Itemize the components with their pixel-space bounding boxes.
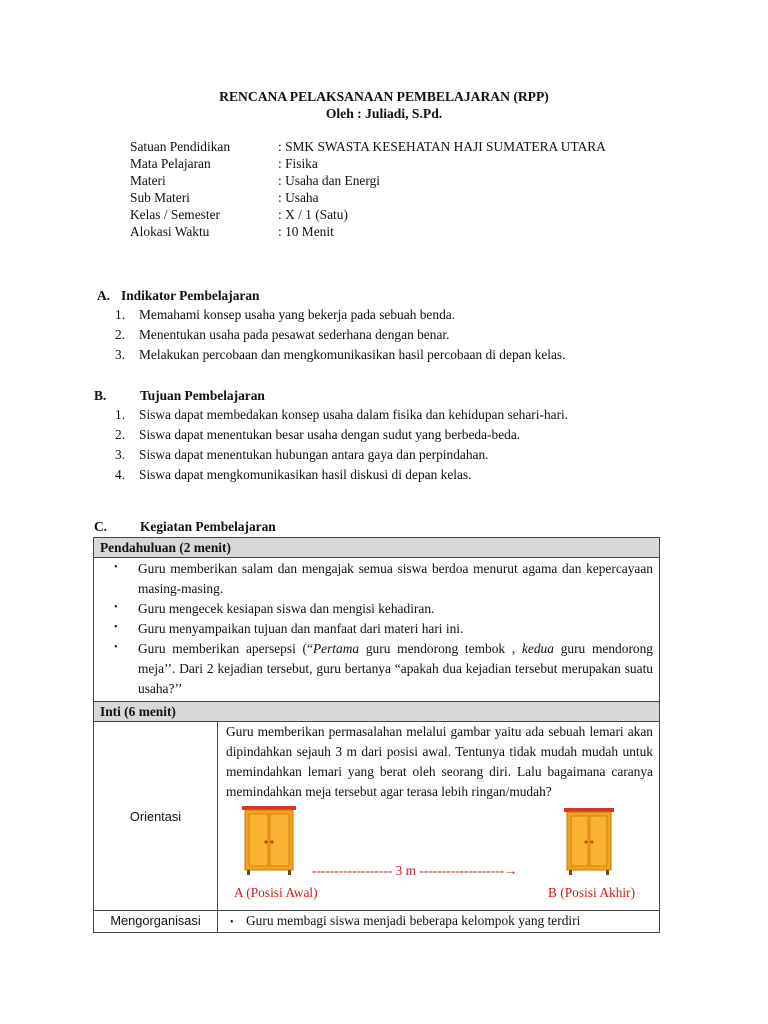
apersepsi-first: Pertama [312,641,360,656]
list-item [115,446,675,466]
position-b-label: B (Posisi Akhir) [548,885,636,900]
list-number: 3. [115,447,126,462]
section-c-letter: C. [94,519,108,534]
meta-row [130,172,606,189]
orientasi-label: Orientasi [94,722,218,911]
meta-value: : 10 Menit [278,224,334,239]
indicator-list [115,306,675,366]
list-text: Siswa dapat menentukan besar usaha dengan sudut yang berbeda-beda. [139,427,521,442]
meta-block [130,138,606,240]
meta-row [130,223,606,240]
meta-row [130,189,606,206]
list-text: Menentukan usaha pada pesawat sederhana dengan benar. [139,327,450,342]
apersepsi-middle: guru mendorong tembok , [359,641,522,656]
apersepsi-prefix: Guru memberikan apersepsi (“ [138,641,313,656]
section-a-heading [97,287,260,304]
list-text: Guru mengecek kesiapan siswa dan mengisi kehadiran. [138,601,435,616]
document-title: RENCANA PELAKSANAAN PEMBELAJARAN (RPP) [219,89,549,104]
meta-label: Satuan Pendidikan [130,139,231,154]
meta-value: : Usaha [278,190,319,205]
list-text: Siswa dapat mengkomunikasikan hasil diskusi di depan kelas. [139,467,472,482]
list-number: 1. [115,407,126,422]
list-item [94,639,659,699]
mengorganisasi-label: Mengorganisasi [94,911,218,933]
section-b-title: Tujuan Pembelajaran [140,388,265,403]
meta-value: : Usaha dan Energi [278,173,381,188]
list-text: Memahami konsep usaha yang bekerja pada sebuah benda. [139,307,456,322]
meta-label: Mata Pelajaran [130,156,211,171]
list-item [115,306,675,326]
mengorganisasi-text: Guru membagi siswa menjadi beberapa kelompok yang terdiri [246,913,581,928]
list-number: 1. [115,307,126,322]
list-text: Guru memberikan salam dan mengajak semua siswa berdoa menurut agama dan kepercayaan masing-masing. [138,561,653,596]
list-text: Melakukan percobaan dan mengkomunikasikan hasil percobaan di depan kelas. [139,347,566,362]
list-item [115,466,675,486]
bullet-icon: • [114,602,118,613]
meta-label: Sub Materi [130,190,190,205]
table-row [94,538,660,558]
table-row [94,911,660,933]
orientasi-cell [218,722,660,911]
list-text: Siswa dapat menentukan hubungan antara gaya dan perpindahan. [139,447,489,462]
bullet-icon: • [114,622,118,633]
apersepsi-second: kedua [521,641,554,656]
table-row [94,558,660,702]
list-number: 2. [115,427,126,442]
section-a-letter: A. [97,288,111,303]
section-c-heading [94,518,276,535]
table-row [94,722,660,911]
list-number: 2. [115,327,126,342]
section-a-title: Indikator Pembelajaran [121,288,260,303]
wardrobe-b-icon [564,808,614,876]
list-text: Guru menyampaikan tujuan dan manfaat dari materi hari ini. [138,621,464,636]
bullet-icon: • [114,642,118,653]
list-item [94,599,659,619]
position-a-label: A (Posisi Awal) [234,885,318,900]
section-b-letter: B. [94,388,107,403]
document-author: Oleh : Juliadi, S.Pd. [325,106,443,121]
wardrobe-illustration [218,802,659,910]
bullet-icon: • [230,917,234,928]
mengorganisasi-cell [218,911,660,933]
list-item [115,406,675,426]
table-row [94,702,660,722]
objective-list [115,406,675,486]
list-item [94,559,659,599]
meta-row [130,155,606,172]
meta-value: : SMK SWASTA KESEHATAN HAJI SUMATERA UTARA [278,139,606,154]
list-item [115,346,675,366]
wardrobe-a-icon [242,806,296,876]
list-item [94,619,659,639]
meta-row [130,206,606,223]
section-b-heading [94,387,265,404]
meta-label: Kelas / Semester [130,207,220,222]
section-c-title: Kegiatan Pembelajaran [140,519,276,534]
list-number: 4. [115,467,126,482]
meta-label: Materi [130,173,166,188]
list-item [115,326,675,346]
meta-row [130,138,606,155]
list-text: Siswa dapat membedakan konsep usaha dalam fisika dan kehidupan sehari-hari. [139,407,569,422]
activity-table [93,537,660,933]
orientasi-text: Guru memberikan permasalahan melalui gambar yaitu ada sebuah lemari akan dipindahkan sejauh 3 m dari posisi awal. Tentunya tidak mudah mudah untuk memindahkan lemari yang berat oleh seorang diri. Lalu bagaimana caranya memindahkan meja tersebut agar terasa lebih ringan/mudah? [226,724,653,799]
apersepsi-suffix: guru mendorong meja’’. Dari 2 kejadian tersebut, guru bertanya “apakah dua kejadian tersebut merupakan suatu usaha?’’ [138,641,653,696]
distance-arrow: ------------------ 3 m -------------------→ [312,863,518,878]
apersepsi-text [138,639,653,699]
bullet-icon: • [114,562,118,573]
meta-label: Alokasi Waktu [130,224,210,239]
list-item [115,426,675,446]
pendahuluan-cell [94,558,660,702]
meta-value: : X / 1 (Satu) [278,207,348,222]
list-number: 3. [115,347,126,362]
pendahuluan-header: Pendahuluan (2 menit) [94,538,660,558]
inti-header: Inti (6 menit) [94,702,660,722]
meta-value: : Fisika [278,156,318,171]
